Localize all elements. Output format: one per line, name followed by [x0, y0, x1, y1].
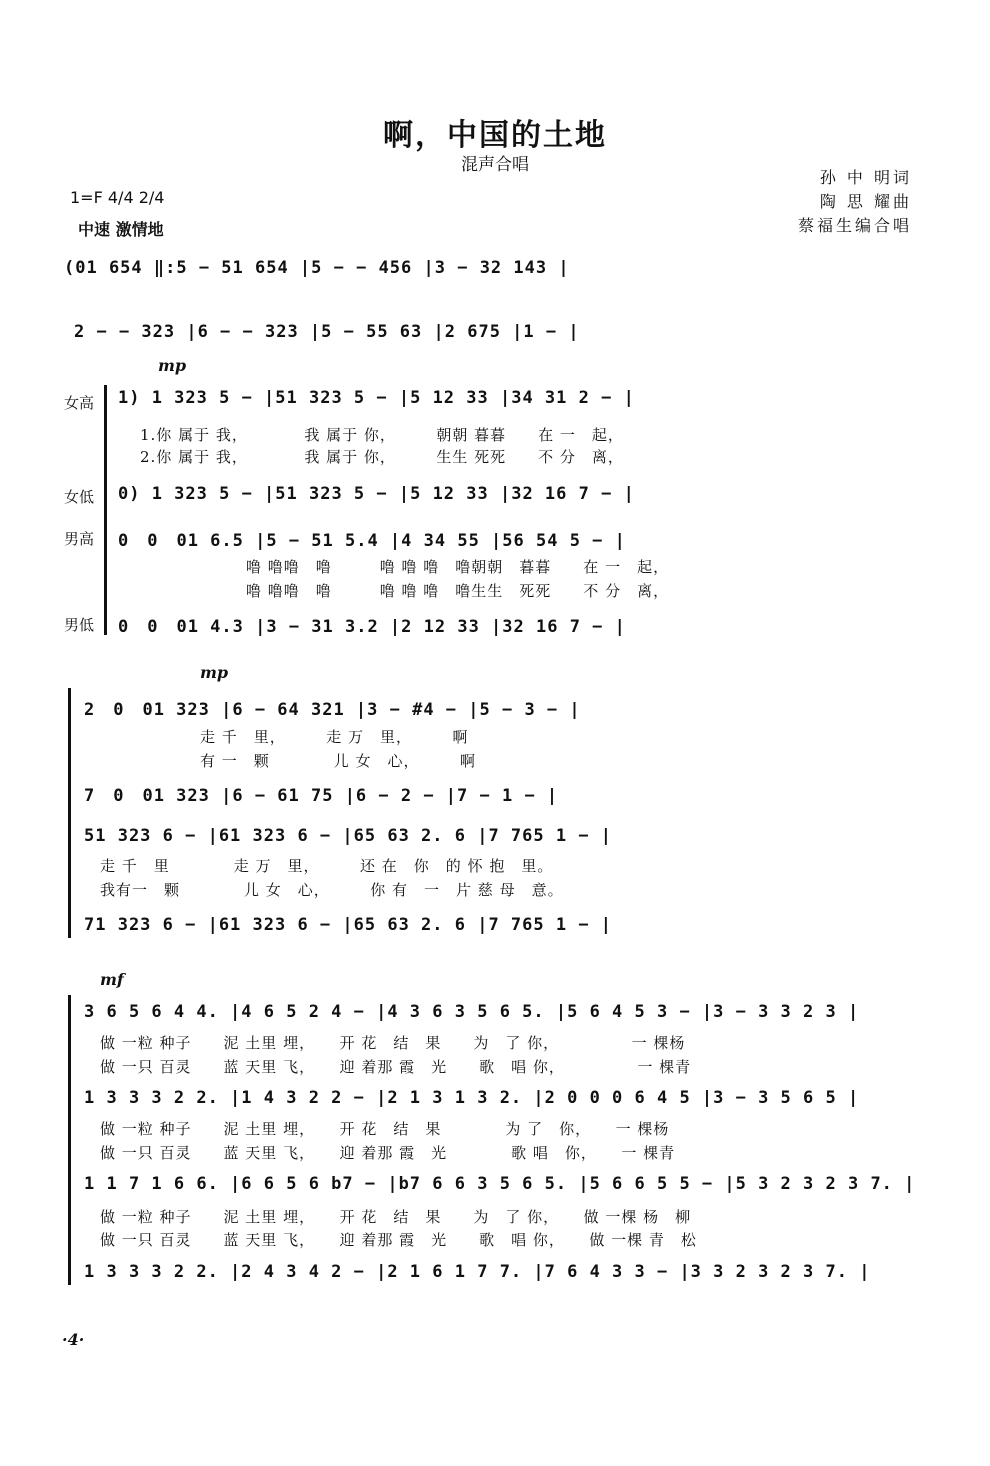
system-3-tenor-lyric-1: 做 一粒 种子 泥 土里 埋， 开 花 结 果 为 了 你， 做 一棵 杨 柳	[100, 1208, 692, 1226]
arranger-credit: 蔡福生编合唱	[797, 216, 912, 235]
system-1-alto: 0) 1 323 5 − |51 323 5 − |5 12 33 |32 16 7 − |	[118, 484, 635, 504]
subtitle: 混声合唱	[461, 155, 529, 175]
dynamic-mp-1: mp	[158, 356, 187, 375]
system-1-bass: 0 0 01 4.3 |3 − 31 3.2 |2 12 33 |32 16 7 − |	[118, 617, 626, 637]
system-2-alto: 7 0 01 323 |6 − 61 75 |6 − 2 − |7 − 1 − |	[84, 786, 559, 806]
system-1-bracket	[104, 385, 107, 635]
system-3-bracket	[68, 995, 71, 1285]
intro-line-1: (01 654 ‖:5 − 51 654 |5 − − 456 |3 − 32 143 |	[64, 258, 570, 278]
system-3-alto-lyric-1: 做 一粒 种子 泥 土里 埋， 开 花 结 果 为 了 你， 一 棵杨	[100, 1120, 670, 1138]
system-2-bass: 71 323 6 − |61 323 6 − |65 63 2. 6 |7 765 1 − |	[84, 915, 613, 935]
system-2-tenor: 51 323 6 − |61 323 6 − |65 63 2. 6 |7 765 1 − |	[84, 826, 613, 846]
intro-line-2: 2 − − 323 |6 − − 323 |5 − 55 63 |2 675 |1 − |	[74, 322, 580, 342]
lyricist-credit: 孙 中 明词	[819, 168, 912, 187]
voice-label-soprano-1: 女高	[64, 394, 95, 412]
page-number: ·4·	[62, 1330, 85, 1349]
system-3-bass: 1 3 3 3 2 2. |2 4 3 4 2 − |2 1 6 1 7 7. |7 6 4 3 3 − |3 3 2 3 2 3 7. |	[84, 1262, 871, 1282]
system-3-soprano-lyric-2: 做 一只 百灵 蓝 天里 飞， 迎 着那 霞 光 歌 唱 你， 一 棵青	[100, 1058, 692, 1076]
system-3-tenor-lyric-2: 做 一只 百灵 蓝 天里 飞， 迎 着那 霞 光 歌 唱 你， 做 一棵 青 松	[100, 1231, 697, 1249]
system-3-alto: 1 3 3 3 2 2. |1 4 3 2 2 − |2 1 3 1 3 2. |2 0 0 0 6 4 5 |3 − 3 5 6 5 |	[84, 1088, 860, 1108]
system-1-tenor-lyric-1: 噜 噜噜 噜 噜 噜 噜 噜朝朝 暮暮 在 一 起，	[246, 558, 670, 576]
key-signature: 1=F 4/4 2/4	[70, 188, 165, 207]
voice-label-tenor-1: 男高	[64, 530, 95, 548]
system-2-tenor-lyric-2: 我有一 颗 儿 女 心， 你 有 一 片 慈 母 意。	[100, 881, 564, 899]
tempo-marking: 中速 激情地	[78, 220, 164, 239]
system-3-tenor: 1 1 7 1 6 6. |6 6 5 6 b7 − |b7 6 6 3 5 6 5. |5 6 6 5 5 − |5 3 2 3 2 3 7. |	[84, 1174, 916, 1194]
dynamic-mp-2: mp	[200, 663, 229, 682]
voice-label-alto-1: 女低	[64, 488, 95, 506]
system-3-soprano: 3 6 5 6 4 4. |4 6 5 2 4 − |4 3 6 3 5 6 5. |5 6 4 5 3 − |3 − 3 3 2 3 |	[84, 1002, 860, 1022]
system-2-tenor-lyric-1: 走 千 里 走 万 里， 还 在 你 的 怀 抱 里。	[100, 857, 554, 875]
system-2-soprano-lyric-2: 有 一 颗 儿 女 心， 啊	[200, 752, 477, 770]
system-1-tenor-lyric-2: 噜 噜噜 噜 噜 噜 噜 噜生生 死死 不 分 离，	[246, 582, 670, 600]
system-1-tenor: 0 0 01 6.5 |5 − 51 5.4 |4 34 55 |56 54 5 − |	[118, 531, 626, 551]
system-1-soprano-lyric-2: 2.你 属于 我， 我 属于 你， 生生 死死 不 分 离，	[140, 448, 624, 466]
page-title: 啊，中国的土地	[383, 118, 607, 153]
system-1-soprano: 1) 1 323 5 − |51 323 5 − |5 12 33 |34 31 2 − |	[118, 388, 635, 408]
composer-credit: 陶 思 耀曲	[819, 192, 912, 211]
system-3-soprano-lyric-1: 做 一粒 种子 泥 土里 埋， 开 花 结 果 为 了 你， 一 棵杨	[100, 1034, 686, 1052]
system-2-soprano: 2 0 01 323 |6 − 64 321 |3 − #4 − |5 − 3 − |	[84, 700, 581, 720]
system-2-bracket	[68, 688, 71, 938]
system-3-alto-lyric-2: 做 一只 百灵 蓝 天里 飞， 迎 着那 霞 光 歌 唱 你， 一 棵青	[100, 1144, 676, 1162]
voice-label-bass-1: 男低	[64, 616, 95, 634]
system-1-soprano-lyric-1: 1.你 属于 我， 我 属于 你， 朝朝 暮暮 在 一 起，	[140, 426, 624, 444]
dynamic-mf: mf	[100, 970, 124, 989]
system-2-soprano-lyric-1: 走 千 里， 走 万 里， 啊	[200, 728, 469, 746]
